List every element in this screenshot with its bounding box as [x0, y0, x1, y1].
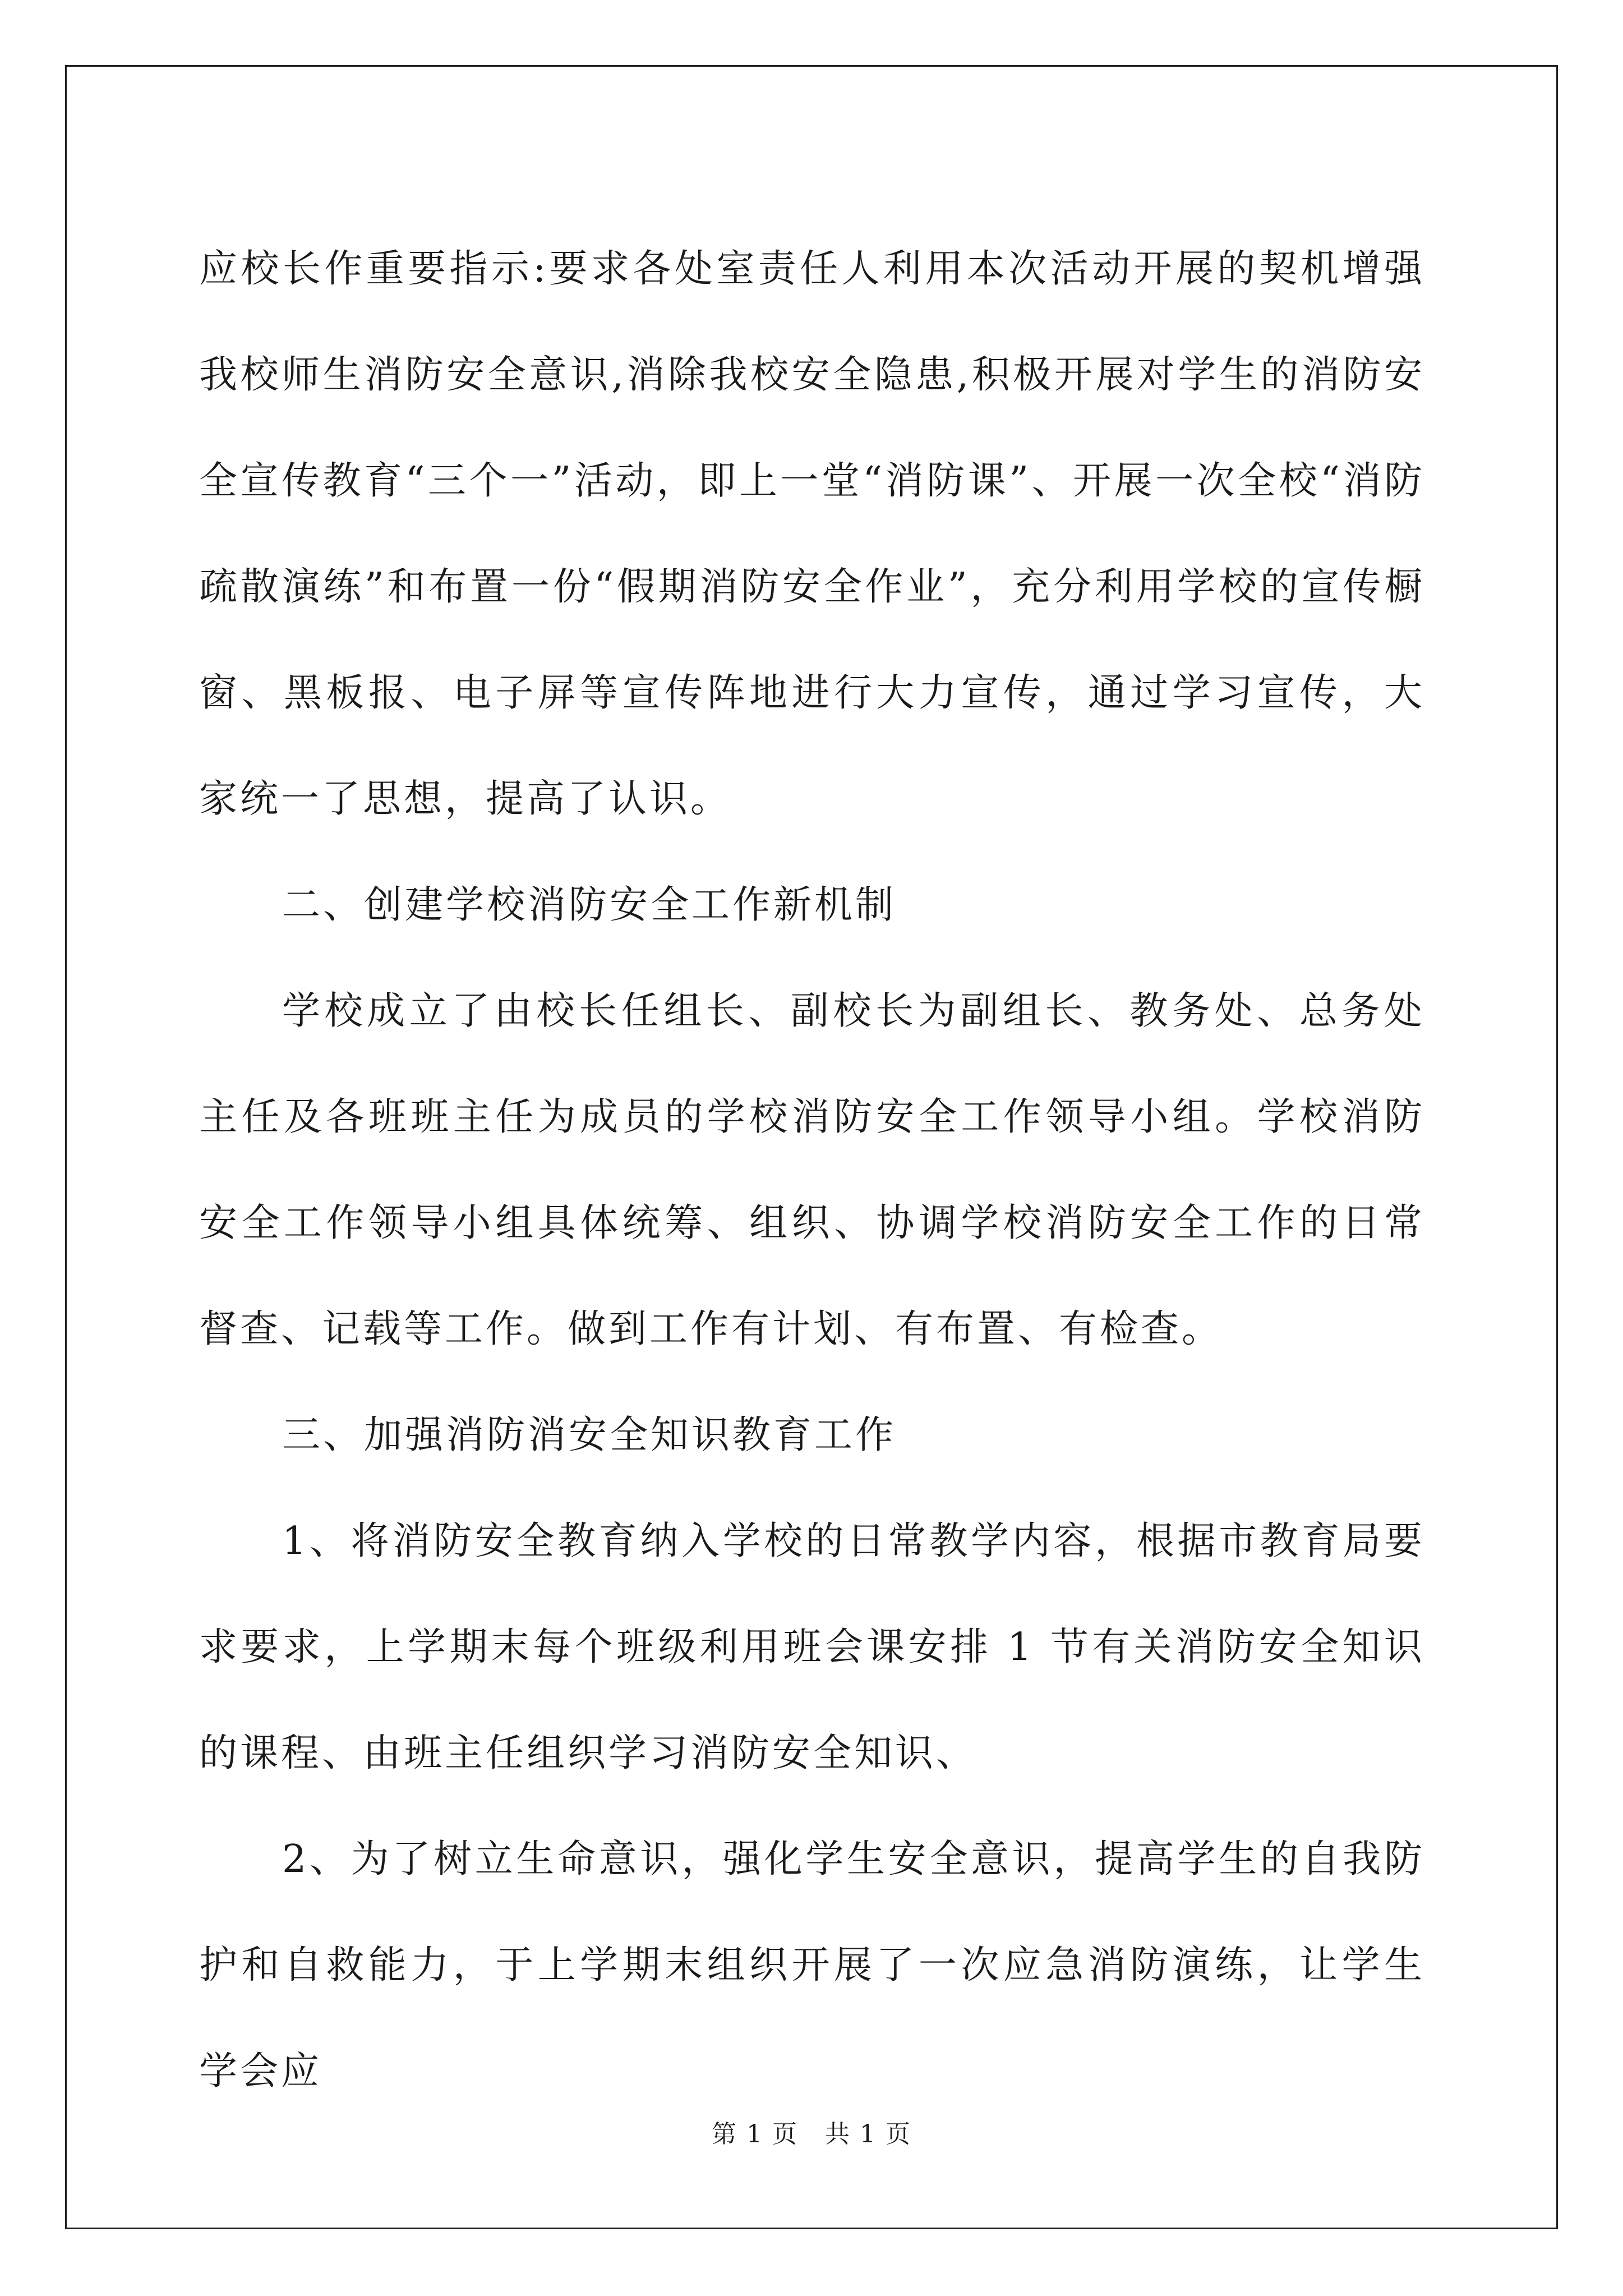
- paragraph-item-2: 2、为了树立生命意识，强化学生安全意识，提高学生的自我防护和自救能力，于上学期末组织开展了一次应急消防演练，让学生学会应: [199, 1837, 1425, 2093]
- paragraph-mechanism: 学校成立了由校长任组长、副校长为副组长、教务处、总务处主任及各班班主任为成员的学校消防安全工作领导小组。学校消防安全工作领导小组具体统筹、组织、协调学校消防安全工作的日常督查、记载等工作。做到工作有计划、有布置、有检查。: [199, 989, 1425, 1351]
- section-heading-2: 二、创建学校消防安全工作新机制: [282, 883, 897, 927]
- document-body: [199, 216, 1425, 2124]
- section-heading-3: 三、加强消防消安全知识教育工作: [282, 1413, 897, 1457]
- page-footer: 第 1 页 共 1 页: [712, 2120, 911, 2148]
- paragraph-intro: 应校长作重要指示:要求各处室责任人利用本次活动开展的契机增强我校师生消防安全意识,消除我校安全隐患,积极开展对学生的消防安全宣传教育“三个一”活动，即上一堂“消防课”、开展一次全校“消防疏散演练”和布置一份“假期消防安全作业”，充分利用学校的宣传橱窗、黑板报、电子屏等宣传阵地进行大力宣传，通过学习宣传，大家统一了思想，提高了认识。: [199, 247, 1425, 821]
- paragraph-item-1: 1、将消防安全教育纳入学校的日常教学内容，根据市教育局要求要求，上学期末每个班级利用班会课安排 1 节有关消防安全知识的课程、由班主任组织学习消防安全知识、: [199, 1519, 1425, 1775]
